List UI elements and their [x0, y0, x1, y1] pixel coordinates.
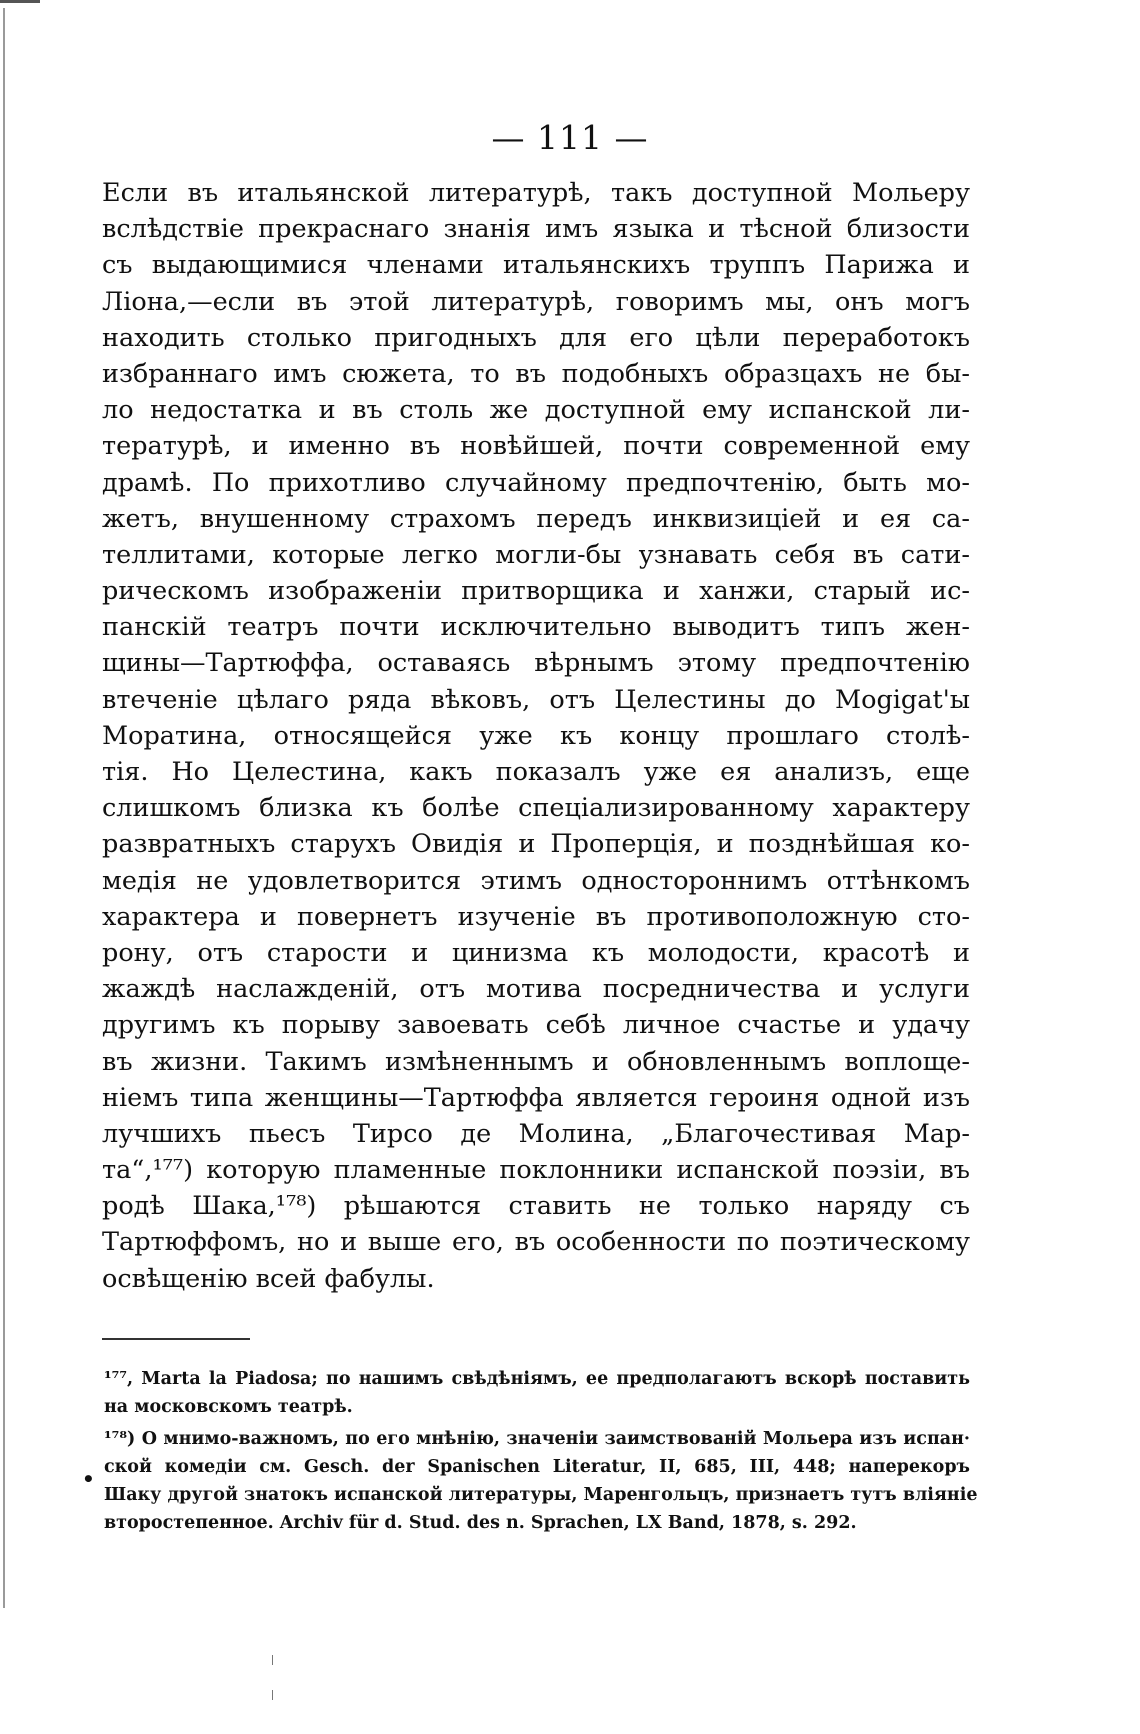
text-line: Ліона,—если въ этой литературѣ, говоримъ мы, онъ могъ	[102, 286, 970, 317]
text-line: тія. Но Целестина, какъ показалъ уже ея анализъ, еще	[102, 757, 970, 787]
footnote-line: ской комедіи см. Gesch. der Spanischen Literatur, II, 685, III, 448; наперекоръ	[104, 1457, 970, 1477]
text-line: съ выдающимися членами итальянскихъ труппъ Парижа и	[102, 250, 970, 281]
text-line: освѣщенію всей фабулы.	[102, 1263, 435, 1294]
text-line: ніемъ типа женщины—Тартюффа является героиня одной изъ	[102, 1082, 970, 1113]
text-line: втеченіе цѣлаго ряда вѣковъ, отъ Целестины до Mogigat'ы	[102, 684, 970, 715]
text-line: въ жизни. Такимъ измѣненнымъ и обновленнымъ воплоще-	[102, 1046, 970, 1077]
footnote-separator	[102, 1338, 250, 1340]
text-line: слишкомъ близка къ болѣе спеціализированному характеру	[102, 793, 970, 824]
text-line: вслѣдствіе прекраснаго знанія имъ языка и тѣсной близости	[102, 214, 970, 245]
footnote-1	[104, 1365, 970, 1421]
margin-mark: •	[82, 1467, 95, 1491]
footnote-2	[104, 1425, 978, 1537]
text-line: драмѣ. По прихотливо случайному предпочтенію, быть мо-	[102, 467, 970, 498]
body-paragraph	[102, 175, 970, 1297]
text-line: тературѣ, и именно въ новѣйшей, почти современной ему	[102, 431, 970, 462]
text-line: Если въ итальянской литературѣ, такъ доступной Мольеру	[102, 178, 970, 208]
stray-mark	[272, 1655, 273, 1665]
footnote-line: Шаку другой знатокъ испанской литературы, Маренгольцъ, признаетъ тутъ вліяніе	[104, 1485, 978, 1505]
footnote-line: ¹⁷⁸) О мнимо-важномъ, по его мнѣнію, значеніи заимствованій Мольера изъ испан·	[104, 1429, 970, 1449]
text-line: теллитами, которые легко могли-бы узнавать себя въ сати-	[102, 539, 970, 570]
footnote-line: второстепенное. Archiv für d. Stud. des n. Sprachen, LX Band, 1878, s. 292.	[104, 1513, 857, 1533]
text-line: та“,¹⁷⁷) которую пламенные поклонники испанской поэзіи, въ	[102, 1155, 970, 1186]
text-line: лучшихъ пьесъ Тирсо де Молина, „Благочестивая Мар-	[102, 1118, 970, 1149]
text-line: щины—Тартюффа, оставаясь вѣрнымъ этому предпочтенію	[102, 648, 970, 679]
stray-mark	[272, 1690, 273, 1700]
page-left-edge	[3, 8, 5, 1608]
text-line: развратныхъ старухъ Овидія и Проперція, и позднѣйшая ко-	[102, 829, 970, 860]
text-line: характера и повернетъ изученіе въ противоположную сто-	[102, 901, 970, 932]
text-line: родѣ Шака,¹⁷⁸) рѣшаются ставить не только наряду съ	[102, 1191, 970, 1222]
text-line: Тартюффомъ, но и выше его, въ особенности по поэтическому	[102, 1227, 970, 1258]
text-line: избраннаго имъ сюжета, то въ подобныхъ образцахъ не бы-	[102, 358, 970, 389]
text-line: находить столько пригодныхъ для его цѣли переработокъ	[102, 322, 970, 353]
footnotes	[104, 1365, 978, 1541]
text-line: панскій театръ почти исключительно выводитъ типъ жен-	[102, 612, 970, 643]
text-line: рону, отъ старости и цинизма къ молодости, красотѣ и	[102, 937, 970, 968]
text-line: жетъ, внушенному страхомъ передъ инквизиціей и ея са-	[102, 503, 970, 534]
footnote-line: ¹⁷⁷, Marta la Piadosa; по нашимъ свѣдѣніямъ, ее предполагаютъ вскорѣ поставить	[104, 1369, 970, 1389]
text-line: медія не удовлетворится этимъ одностороннимъ оттѣнкомъ	[102, 865, 970, 896]
text-line: Моратина, относящейся уже къ концу прошлаго столѣ-	[102, 720, 970, 751]
page-number: — 111 —	[491, 118, 649, 157]
text-line: жаждѣ наслажденій, отъ мотива посредничества и услуги	[102, 974, 970, 1005]
text-line: ло недостатка и въ столь же доступной ему испанской ли-	[102, 395, 970, 426]
text-line: рическомъ изображеніи притворщика и ханжи, старый ис-	[102, 576, 970, 607]
footnote-line: на московскомъ театрѣ.	[104, 1397, 353, 1417]
top-edge-mark	[0, 0, 40, 3]
text-line: другимъ къ порыву завоевать себѣ личное счастье и удачу	[102, 1010, 970, 1041]
